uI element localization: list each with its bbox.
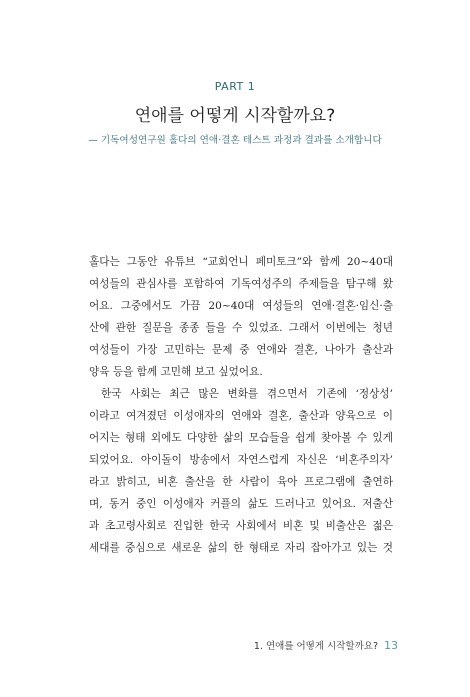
text-line: 며, 동거 중인 이성애자 커플의 삶도 드러나고 있어요. 저출산	[89, 498, 393, 510]
chapter-subtitle: — 기독여성연구원 홀다의 연애·결혼 테스트 과정과 결과를 소개합니다	[88, 135, 382, 146]
part-label: PART 1	[214, 80, 256, 93]
page-number: 13	[384, 639, 398, 652]
text-line: 어지는 형태 외에도 다양한 삶의 모습들을 쉽게 찾아볼 수 있게	[89, 432, 393, 444]
text-line: 라고 밝히고, 비혼 출산을 한 사람이 육아 프로그램에 출연하	[89, 476, 393, 488]
text-line: 세대를 중심으로 새로운 삶의 한 형태로 자리 잡아가고 있는 것	[89, 542, 393, 554]
text-line: 되었어요. 아이돌이 방송에서 자연스럽게 자신은 ‘비혼주의자’	[89, 454, 393, 466]
chapter-title: 연애를 어떻게 시작할까요?	[134, 106, 336, 126]
paragraph-1	[89, 251, 393, 383]
text-line: 과 초고령사회로 진입한 한국 사회에서 비혼 및 비출산은 젊은	[89, 520, 393, 532]
text-line: 이라고 여겨졌던 이성애자의 연애와 결혼, 출산과 양육으로 이	[89, 410, 393, 422]
text-line: 어요. 그중에서도 가끔 20~40대 여성들의 연애·결혼·임신·출	[89, 300, 393, 312]
text-line: 홀다는 그동안 유튜브 “교회언니 페미토크”와 함께 20~40대	[89, 256, 393, 268]
text-line: 양육 등을 함께 고민해 보고 싶었어요.	[89, 366, 263, 378]
running-title: 1. 연애를 어떻게 시작할까요?	[253, 641, 378, 652]
text-line: 산에 관한 질문을 종종 들을 수 있었죠. 그래서 이번에는 청년	[89, 322, 393, 334]
paragraph-2	[89, 383, 393, 559]
text-line: 여성들의 관심사를 포함하여 기독여성주의 주제들을 탐구해 왔	[89, 278, 393, 290]
page-footer	[254, 638, 398, 652]
body-text	[89, 251, 393, 559]
text-line: 한국 사회는 최근 많은 변화를 겪으면서 기존에 ‘정상성’	[101, 388, 393, 400]
text-line: 여성들이 가장 고민하는 문제 중 연애와 결혼, 나아가 출산과	[89, 344, 393, 356]
